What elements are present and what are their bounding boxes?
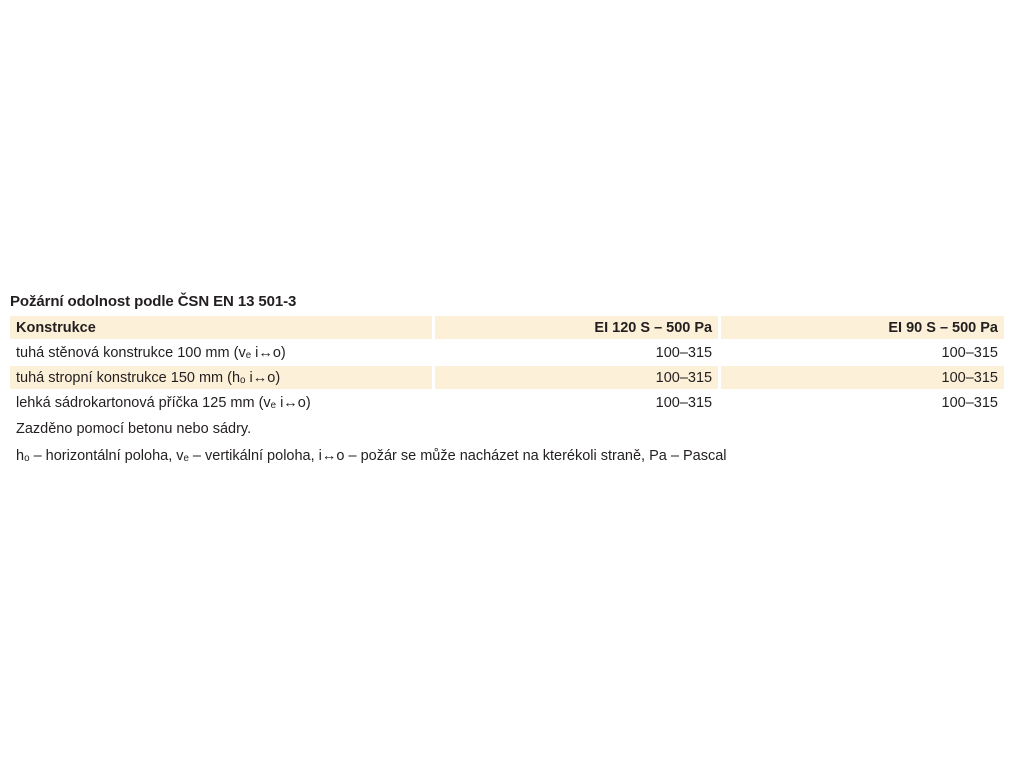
table-title: Požární odolnost podle ČSN EN 13 501-3 bbox=[10, 293, 297, 310]
row-ei90-value: 100–315 bbox=[721, 366, 1004, 389]
header-construction: Konstrukce bbox=[10, 316, 432, 339]
table-row bbox=[10, 366, 1004, 389]
fire-resistance-table bbox=[7, 314, 1007, 416]
row-ei120-value: 100–315 bbox=[435, 366, 718, 389]
fire-resistance-sheet bbox=[10, 290, 1010, 470]
row-ei90-value: 100–315 bbox=[941, 344, 998, 361]
installation-note: Zazděno pomocí betonu nebo sádry. bbox=[16, 421, 252, 437]
row-construction: tuhá stěnová konstrukce 100 mm (vₑ i↔o) bbox=[16, 344, 286, 361]
table-row bbox=[10, 341, 1004, 364]
legend-note: hₒ – horizontální poloha, vₑ – vertikální poloha, i↔o – požár se může nacházet na kterékoli straně, Pa – Pascal bbox=[16, 448, 727, 464]
header-ei120: EI 120 S – 500 Pa bbox=[435, 316, 718, 339]
row-ei120-value: 100–315 bbox=[655, 344, 713, 361]
table-row bbox=[10, 391, 1004, 414]
row-construction: tuhá stropní konstrukce 150 mm (hₒ i↔o) bbox=[10, 366, 432, 389]
row-construction: lehká sádrokartonová příčka 125 mm (vₑ i↔o) bbox=[16, 394, 311, 411]
row-ei90-value: 100–315 bbox=[941, 394, 998, 411]
table-header-row bbox=[10, 316, 1004, 339]
row-ei120-value: 100–315 bbox=[655, 394, 713, 411]
header-ei90: EI 90 S – 500 Pa bbox=[721, 316, 1004, 339]
